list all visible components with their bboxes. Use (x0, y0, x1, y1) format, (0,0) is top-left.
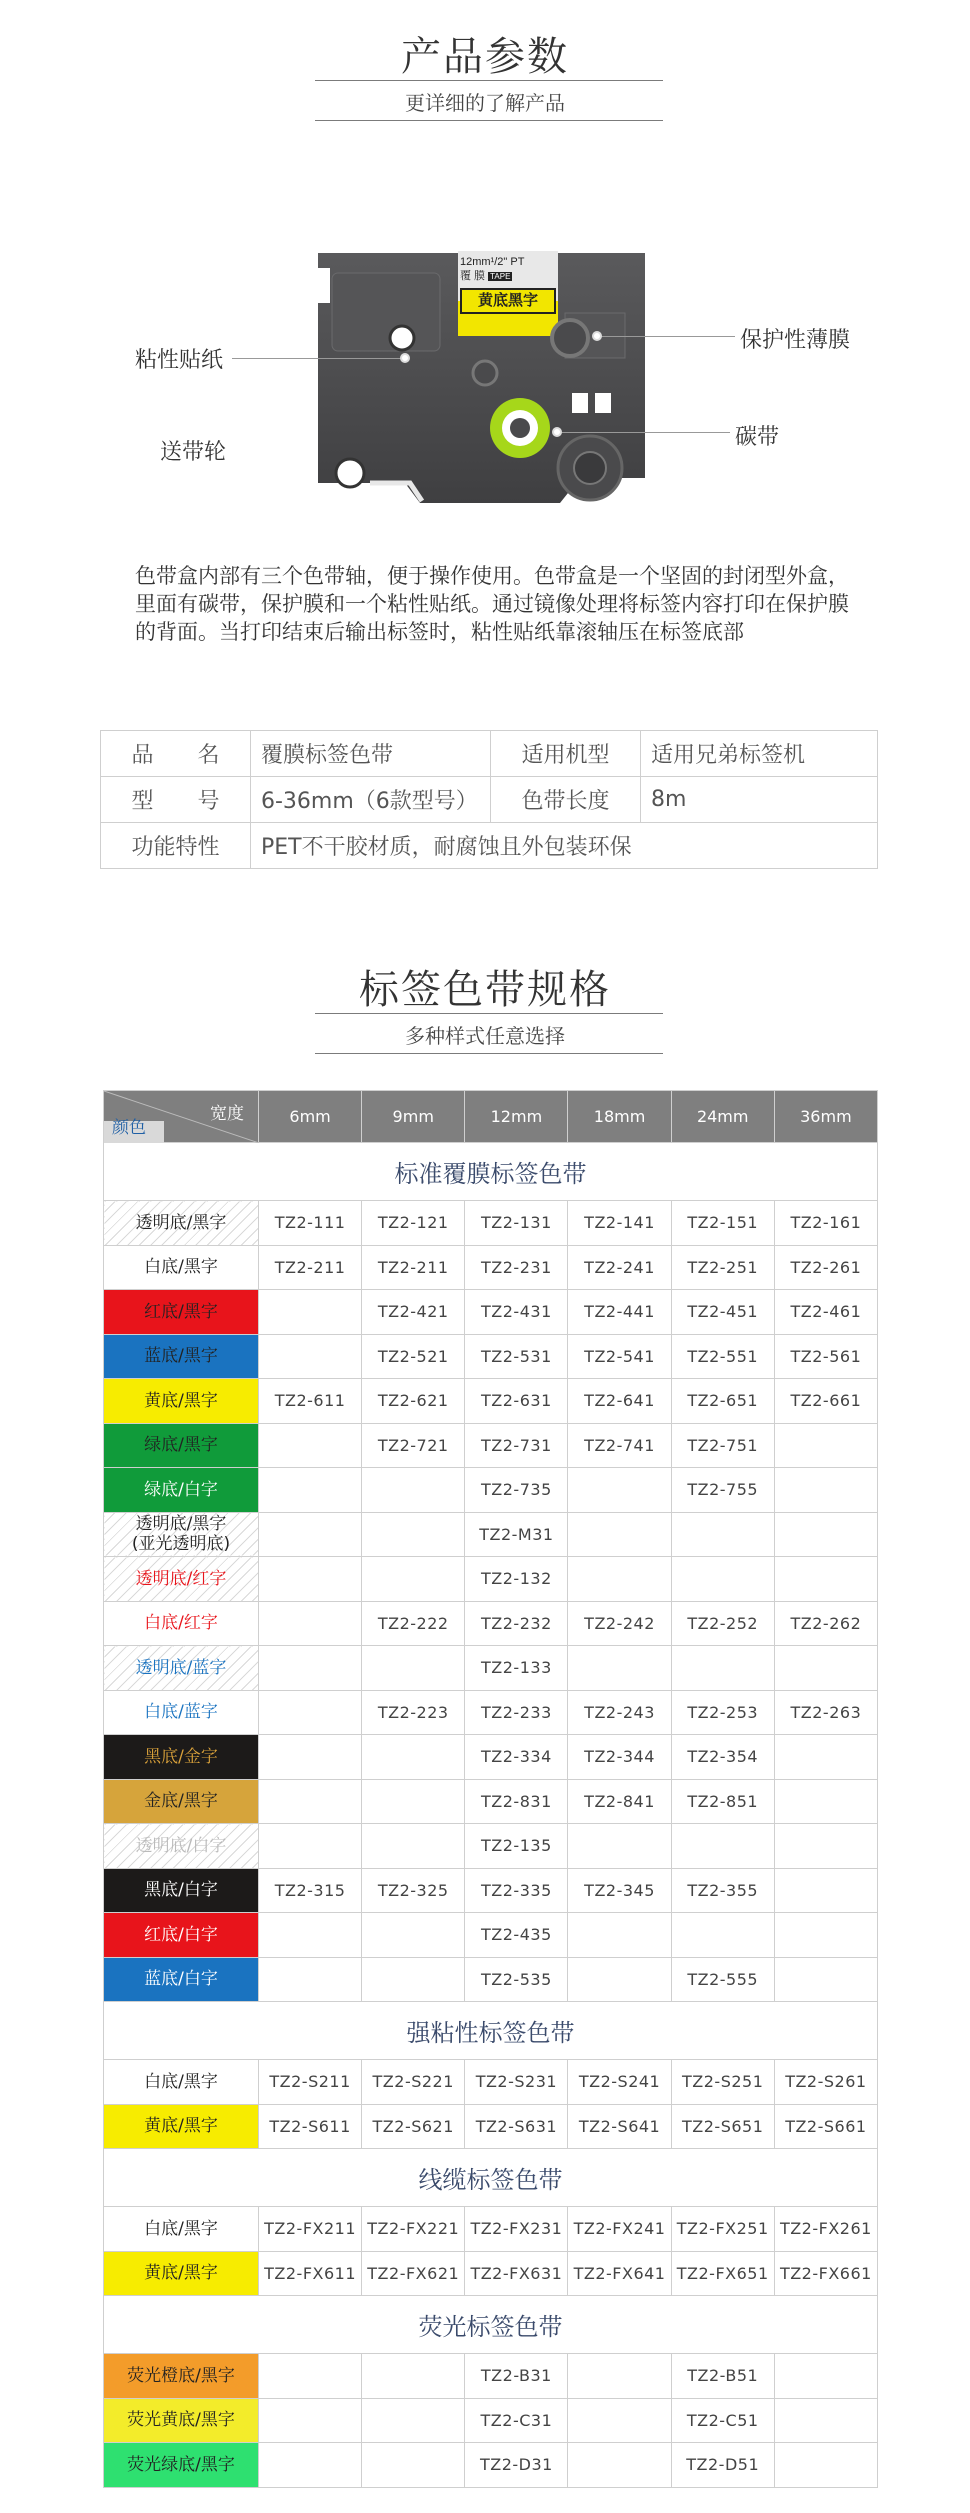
table-row (104, 1735, 878, 1780)
model-code-cell (362, 1957, 465, 2002)
cartridge-description: 色带盒内部有三个色带轴，便于操作使用。色带盒是一个坚固的封闭型外盒，里面有碳带，保护膜和一个粘性贴纸。通过镜像处理将标签内容打印在保护膜的背面。当打印结束后输出标签时，粘性贴纸靠滚轴压在标签底部 (135, 564, 849, 644)
model-code-cell (259, 1468, 362, 1513)
leader-dot (400, 353, 410, 363)
model-code-cell: TZ2-133 (465, 1646, 568, 1691)
model-code-cell: TZ2-131 (465, 1201, 568, 1246)
table-row (104, 1245, 878, 1290)
model-code-cell (568, 1957, 671, 2002)
color-swatch-label: 透明底/黑字 (104, 1201, 259, 1246)
param-value: 适用兄弟标签机 (641, 731, 878, 777)
model-code-cell: TZ2-651 (671, 1379, 774, 1424)
model-code-cell: TZ2-S231 (465, 2060, 568, 2105)
model-code-cell: TZ2-344 (568, 1735, 671, 1780)
model-code-cell (568, 2398, 671, 2443)
title-divider (315, 80, 663, 81)
model-code-cell (362, 2398, 465, 2443)
model-code-cell (568, 1824, 671, 1869)
model-code-cell: TZ2-851 (671, 1779, 774, 1824)
model-code-cell: TZ2-S211 (259, 2060, 362, 2105)
model-code-cell: TZ2-223 (362, 1690, 465, 1735)
leader-line (232, 358, 407, 359)
table-row (104, 1379, 878, 1424)
model-code-cell (568, 1646, 671, 1691)
model-code-cell (671, 1646, 774, 1691)
model-code-cell: TZ2-FX631 (465, 2251, 568, 2296)
model-code-cell: TZ2-621 (362, 1379, 465, 1424)
model-code-cell (774, 1735, 877, 1780)
model-code-cell: TZ2-B51 (671, 2354, 774, 2399)
model-code-cell: TZ2-D31 (465, 2443, 568, 2488)
color-swatch-label: 蓝底/白字 (104, 1957, 259, 2002)
model-code-cell (362, 2354, 465, 2399)
model-code-cell (774, 2398, 877, 2443)
color-swatch-label: 透明底/蓝字 (104, 1646, 259, 1691)
color-swatch-label: 金底/黑字 (104, 1779, 259, 1824)
model-code-cell: TZ2-211 (362, 1245, 465, 1290)
model-code-cell (259, 1690, 362, 1735)
table-row (104, 2060, 878, 2105)
callout-ribbon: 碳带 (735, 425, 780, 450)
model-code-cell: TZ2-631 (465, 1379, 568, 1424)
model-code-cell (362, 1824, 465, 1869)
model-code-cell (671, 1512, 774, 1557)
model-code-cell (259, 1334, 362, 1379)
model-code-cell: TZ2-421 (362, 1290, 465, 1335)
spec-group-title: 标准覆膜标签色带 (104, 1143, 878, 1201)
model-code-cell (774, 1512, 877, 1557)
model-code-cell: TZ2-431 (465, 1290, 568, 1335)
model-code-cell (774, 1957, 877, 2002)
tape-badge: TAPE (490, 272, 511, 281)
table-row (104, 2398, 878, 2443)
table-row (104, 1201, 878, 1246)
model-code-cell: TZ2-FX661 (774, 2251, 877, 2296)
section-subtitle-spec: 多种样式任意选择 (405, 1024, 565, 1048)
model-code-cell: TZ2-141 (568, 1201, 671, 1246)
model-code-cell (568, 2443, 671, 2488)
table-row (104, 1423, 878, 1468)
model-code-cell: TZ2-S661 (774, 2104, 877, 2149)
model-code-cell: TZ2-461 (774, 1290, 877, 1335)
model-code-cell: TZ2-335 (465, 1868, 568, 1913)
model-code-cell (671, 1824, 774, 1869)
corner-color-label: 颜色 (112, 1118, 146, 1138)
model-code-cell: TZ2-S611 (259, 2104, 362, 2149)
spec-group-title: 荧光标签色带 (104, 2296, 878, 2354)
model-code-cell: TZ2-C51 (671, 2398, 774, 2443)
model-code-cell: TZ2-741 (568, 1423, 671, 1468)
color-swatch-label: 透明底/白字 (104, 1824, 259, 1869)
table-row (104, 1957, 878, 2002)
table-row (104, 1824, 878, 1869)
table-row (104, 1690, 878, 1735)
model-code-cell: TZ2-S261 (774, 2060, 877, 2105)
color-swatch-label: 红底/白字 (104, 1913, 259, 1958)
model-code-cell (568, 1557, 671, 1602)
spec-col-header: 24mm (671, 1091, 774, 1143)
model-code-cell: TZ2-FX251 (671, 2207, 774, 2252)
color-swatch-label: 绿底/白字 (104, 1468, 259, 1513)
spec-col-header: 9mm (362, 1091, 465, 1143)
model-code-cell: TZ2-243 (568, 1690, 671, 1735)
model-code-cell: TZ2-FX211 (259, 2207, 362, 2252)
table-row (104, 1913, 878, 1958)
model-code-cell (774, 1868, 877, 1913)
model-code-cell: TZ2-232 (465, 1601, 568, 1646)
model-code-cell: TZ2-242 (568, 1601, 671, 1646)
model-code-cell: TZ2-D51 (671, 2443, 774, 2488)
section-subtitle-params: 更详细的了解产品 (405, 91, 565, 115)
model-code-cell (259, 2354, 362, 2399)
leader-line (600, 336, 735, 337)
model-code-cell: TZ2-FX651 (671, 2251, 774, 2296)
model-code-cell: TZ2-261 (774, 1245, 877, 1290)
model-code-cell: TZ2-721 (362, 1423, 465, 1468)
model-code-cell (259, 1557, 362, 1602)
table-row (104, 1646, 878, 1691)
table-row (104, 1557, 878, 1602)
model-code-cell (362, 1913, 465, 1958)
model-code-cell (568, 2354, 671, 2399)
table-row (104, 2354, 878, 2399)
tape-spec-table (103, 1090, 878, 2488)
param-label: 色带长度 (491, 777, 641, 823)
model-code-cell: TZ2-S651 (671, 2104, 774, 2149)
model-code-cell (259, 1913, 362, 1958)
model-code-cell: TZ2-C31 (465, 2398, 568, 2443)
table-row (104, 2251, 878, 2296)
color-swatch-label: 荧光橙底/黑字 (104, 2354, 259, 2399)
model-code-cell: TZ2-731 (465, 1423, 568, 1468)
model-code-cell (259, 1779, 362, 1824)
model-code-cell: TZ2-252 (671, 1601, 774, 1646)
model-code-cell: TZ2-451 (671, 1290, 774, 1335)
model-code-cell (568, 1512, 671, 1557)
corner-width-label: 宽度 (210, 1104, 244, 1124)
model-code-cell: TZ2-611 (259, 1379, 362, 1424)
spec-col-header: 36mm (774, 1091, 877, 1143)
model-code-cell (259, 2398, 362, 2443)
model-code-cell (568, 1468, 671, 1513)
model-code-cell: TZ2-555 (671, 1957, 774, 2002)
model-code-cell: TZ2-541 (568, 1334, 671, 1379)
model-code-cell (259, 1290, 362, 1335)
model-code-cell (362, 1512, 465, 1557)
spec-col-header: 12mm (465, 1091, 568, 1143)
model-code-cell: TZ2-121 (362, 1201, 465, 1246)
model-code-cell (362, 1735, 465, 1780)
model-code-cell: TZ2-M31 (465, 1512, 568, 1557)
model-code-cell (774, 1779, 877, 1824)
param-value: PET不干胶材质，耐腐蚀且外包装环保 (251, 823, 878, 869)
model-code-cell: TZ2-751 (671, 1423, 774, 1468)
model-code-cell (774, 1913, 877, 1958)
color-swatch-label: 黑底/白字 (104, 1868, 259, 1913)
param-value: 8m (641, 777, 878, 823)
model-code-cell (362, 1468, 465, 1513)
color-swatch-label: 红底/黑字 (104, 1290, 259, 1335)
leader-dot (592, 331, 602, 341)
table-row (101, 731, 878, 777)
model-code-cell (774, 1423, 877, 1468)
model-code-cell: TZ2-521 (362, 1334, 465, 1379)
model-code-cell: TZ2-231 (465, 1245, 568, 1290)
model-code-cell: TZ2-211 (259, 1245, 362, 1290)
spec-group-row (104, 1143, 878, 1201)
model-code-cell: TZ2-111 (259, 1201, 362, 1246)
model-code-cell: TZ2-FX231 (465, 2207, 568, 2252)
table-row (104, 1779, 878, 1824)
param-label: 型 号 (101, 777, 251, 823)
spec-header-row (104, 1091, 878, 1143)
model-code-cell: TZ2-S621 (362, 2104, 465, 2149)
color-swatch-label: 白底/黑字 (104, 1245, 259, 1290)
model-code-cell: TZ2-222 (362, 1601, 465, 1646)
color-swatch-label: 透明底/红字 (104, 1557, 259, 1602)
model-code-cell: TZ2-561 (774, 1334, 877, 1379)
model-code-cell: TZ2-S241 (568, 2060, 671, 2105)
model-code-cell: TZ2-FX221 (362, 2207, 465, 2252)
spec-group-row (104, 2002, 878, 2060)
model-code-cell: TZ2-241 (568, 1245, 671, 1290)
color-swatch-label: 白底/蓝字 (104, 1690, 259, 1735)
table-row (104, 1468, 878, 1513)
model-code-cell: TZ2-441 (568, 1290, 671, 1335)
model-code-cell: TZ2-831 (465, 1779, 568, 1824)
model-code-cell: TZ2-641 (568, 1379, 671, 1424)
model-code-cell: TZ2-B31 (465, 2354, 568, 2399)
spec-group-row (104, 2296, 878, 2354)
cartridge-label (460, 255, 556, 314)
model-code-cell: TZ2-151 (671, 1201, 774, 1246)
color-swatch-label: 荧光黄底/黑字 (104, 2398, 259, 2443)
model-code-cell: TZ2-132 (465, 1557, 568, 1602)
model-code-cell (259, 2443, 362, 2488)
section-title-params: 产品参数 (401, 34, 569, 80)
cartridge-label-main: 黄底黑字 (460, 288, 556, 314)
color-swatch-label: 黄底/黑字 (104, 1379, 259, 1424)
color-swatch-label: 白底/红字 (104, 1601, 259, 1646)
tape-cartridge-illustration (310, 243, 660, 518)
model-code-cell: TZ2-233 (465, 1690, 568, 1735)
model-code-cell (774, 2443, 877, 2488)
model-code-cell (774, 2354, 877, 2399)
model-code-cell: TZ2-FX641 (568, 2251, 671, 2296)
spec-corner-cell (104, 1091, 259, 1143)
model-code-cell: TZ2-251 (671, 1245, 774, 1290)
table-row (104, 2104, 878, 2149)
model-code-cell (774, 1468, 877, 1513)
table-row (101, 823, 878, 869)
model-code-cell: TZ2-263 (774, 1690, 877, 1735)
model-code-cell (259, 1601, 362, 1646)
title-divider (315, 1013, 663, 1014)
spec-body (104, 1143, 878, 2488)
model-code-cell (259, 1957, 362, 2002)
model-code-cell: TZ2-535 (465, 1957, 568, 2002)
model-code-cell (259, 1735, 362, 1780)
table-row (104, 1868, 878, 1913)
model-code-cell: TZ2-345 (568, 1868, 671, 1913)
model-code-cell: TZ2-161 (774, 1201, 877, 1246)
model-code-cell: TZ2-253 (671, 1690, 774, 1735)
callout-adhesive-sticker: 粘性贴纸 (135, 348, 224, 373)
table-row (104, 2207, 878, 2252)
model-code-cell (362, 1779, 465, 1824)
section-title-spec: 标签色带规格 (359, 967, 611, 1013)
title-divider (315, 1053, 663, 1054)
model-code-cell: TZ2-FX261 (774, 2207, 877, 2252)
table-row (104, 1334, 878, 1379)
product-params-table (100, 730, 878, 869)
callout-protective-film: 保护性薄膜 (740, 328, 851, 353)
spec-group-title: 线缆标签色带 (104, 2149, 878, 2207)
color-swatch-label: 荧光绿底/黑字 (104, 2443, 259, 2488)
callout-feed-wheel: 送带轮 (160, 440, 227, 465)
table-row (104, 2443, 878, 2488)
model-code-cell: TZ2-S251 (671, 2060, 774, 2105)
spec-group-row (104, 2149, 878, 2207)
spec-group-title: 强粘性标签色带 (104, 2002, 878, 2060)
cartridge-label-size: 12mm¹/2" PT (460, 256, 525, 268)
model-code-cell (259, 1423, 362, 1468)
leader-line (560, 432, 730, 433)
model-code-cell: TZ2-262 (774, 1601, 877, 1646)
color-swatch-label: 蓝底/黑字 (104, 1334, 259, 1379)
model-code-cell (774, 1646, 877, 1691)
title-divider (315, 120, 663, 121)
model-code-cell (259, 1824, 362, 1869)
color-swatch-label: 黄底/黑字 (104, 2251, 259, 2296)
table-row (104, 1512, 878, 1557)
spec-col-header: 6mm (259, 1091, 362, 1143)
color-swatch-label: 绿底/黑字 (104, 1423, 259, 1468)
model-code-cell (362, 1646, 465, 1691)
param-value: 覆膜标签色带 (251, 731, 491, 777)
model-code-cell: TZ2-325 (362, 1868, 465, 1913)
model-code-cell: TZ2-435 (465, 1913, 568, 1958)
model-code-cell (362, 1557, 465, 1602)
model-code-cell: TZ2-FX241 (568, 2207, 671, 2252)
model-code-cell: TZ2-355 (671, 1868, 774, 1913)
color-swatch-label: 黑底/金字 (104, 1735, 259, 1780)
color-swatch-label: 透明底/黑字 (亚光透明底) (104, 1512, 259, 1557)
param-value: 6-36mm（6款型号） (251, 777, 491, 823)
model-code-cell: TZ2-FX621 (362, 2251, 465, 2296)
model-code-cell (259, 1512, 362, 1557)
model-code-cell: TZ2-841 (568, 1779, 671, 1824)
model-code-cell: TZ2-135 (465, 1824, 568, 1869)
model-code-cell: TZ2-531 (465, 1334, 568, 1379)
model-code-cell (774, 1824, 877, 1869)
model-code-cell (568, 1913, 671, 1958)
spec-col-header: 18mm (568, 1091, 671, 1143)
model-code-cell (362, 2443, 465, 2488)
model-code-cell (259, 1646, 362, 1691)
model-code-cell: TZ2-334 (465, 1735, 568, 1780)
param-label: 品 名 (101, 731, 251, 777)
table-row (104, 1290, 878, 1335)
table-row (101, 777, 878, 823)
color-swatch-label: 黄底/黑字 (104, 2104, 259, 2149)
model-code-cell: TZ2-315 (259, 1868, 362, 1913)
model-code-cell: TZ2-755 (671, 1468, 774, 1513)
model-code-cell: TZ2-FX611 (259, 2251, 362, 2296)
model-code-cell: TZ2-735 (465, 1468, 568, 1513)
cartridge-label-type: 覆 膜 TAPE (460, 270, 511, 282)
model-code-cell: TZ2-S221 (362, 2060, 465, 2105)
model-code-cell (671, 1913, 774, 1958)
model-code-cell: TZ2-661 (774, 1379, 877, 1424)
param-label: 功能特性 (101, 823, 251, 869)
param-label: 适用机型 (491, 731, 641, 777)
leader-dot (552, 427, 562, 437)
model-code-cell (671, 1557, 774, 1602)
model-code-cell: TZ2-354 (671, 1735, 774, 1780)
table-row (104, 1601, 878, 1646)
model-code-cell (774, 1557, 877, 1602)
color-swatch-label: 白底/黑字 (104, 2060, 259, 2105)
model-code-cell: TZ2-S641 (568, 2104, 671, 2149)
model-code-cell: TZ2-551 (671, 1334, 774, 1379)
color-swatch-label: 白底/黑字 (104, 2207, 259, 2252)
model-code-cell: TZ2-S631 (465, 2104, 568, 2149)
